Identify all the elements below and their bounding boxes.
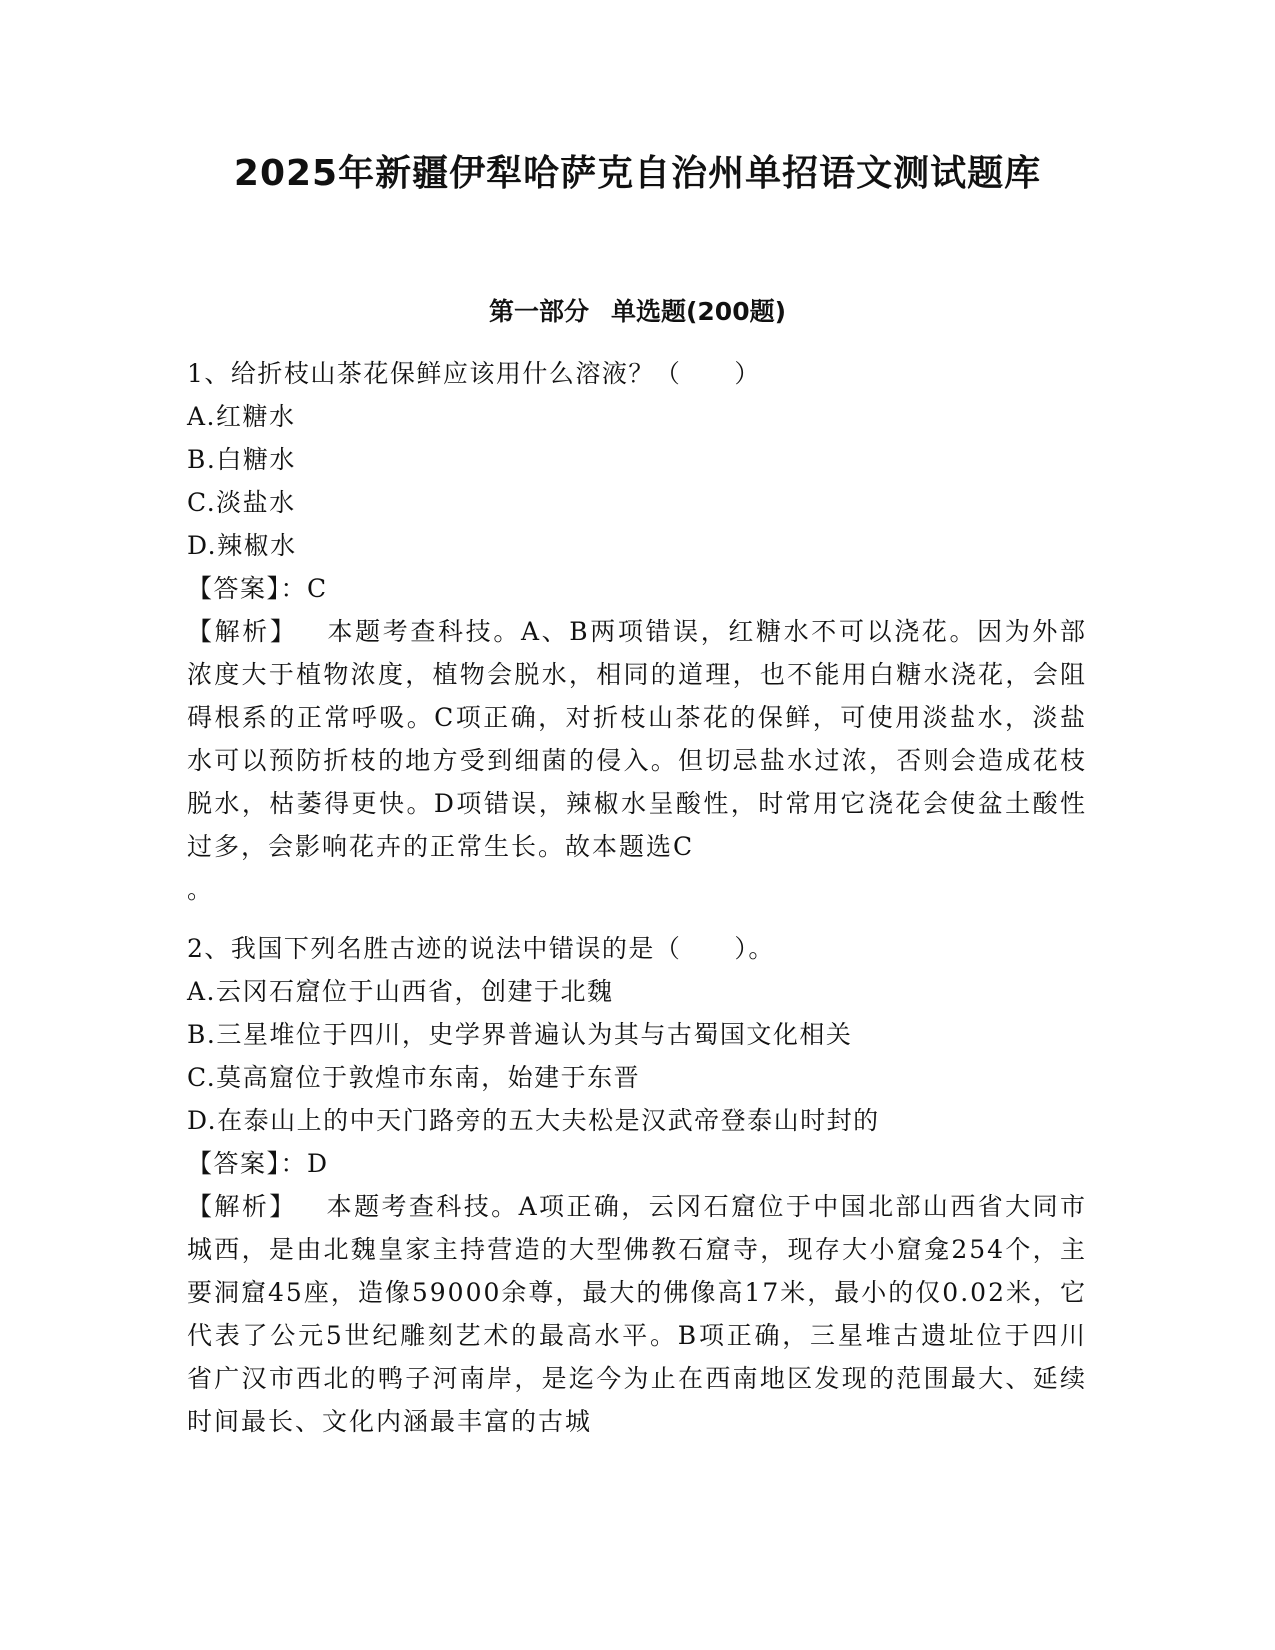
option-d: D.辣椒水 <box>187 531 297 560</box>
option-c: C.莫高窟位于敦煌市东南，始建于东晋 <box>187 1063 641 1092</box>
option-a: A.云冈石窟位于山西省，创建于北魏 <box>187 977 614 1006</box>
section-name: 单选题(200题) <box>610 297 787 326</box>
question-1 <box>187 352 1087 911</box>
option-c: C.淡盐水 <box>187 488 296 517</box>
section-title <box>0 292 1275 328</box>
explanation <box>187 610 1087 868</box>
explanation-label: 【解析】 <box>187 1192 297 1221</box>
explanation-label: 【解析】 <box>187 617 298 646</box>
answer-value: C <box>307 574 328 603</box>
answer-line <box>187 567 1087 610</box>
answer-line <box>187 1142 1087 1185</box>
answer-label: 【答案】： <box>187 574 308 603</box>
section-part: 第一部分 <box>488 297 589 326</box>
option-b: B.三星堆位于四川，史学界普遍认为其与古蜀国文化相关 <box>187 1020 853 1049</box>
option-d: D.在泰山上的中天门路旁的五大夫松是汉武帝登泰山时封的 <box>187 1106 880 1135</box>
question-2 <box>187 927 1087 1443</box>
question-stem: 2、我国下列名胜古迹的说法中错误的是（ ）。 <box>187 934 775 963</box>
document-title: 2025年新疆伊犁哈萨克自治州单招语文测试题库 <box>233 153 1042 194</box>
explanation-text: 本题考查科技。A、B两项错误，红糖水不可以浇花。因为外部浓度大于植物浓度，植物会脱水，相同的道理，也不能用白糖水浇花，会阻碍根系的正常呼吸。C项正确，对折枝山茶花的保鲜，可使用淡盐水，淡盐水可以预防折枝的地方受到细菌的侵入。但切忌盐水过浓，否则会造成花枝脱水，枯萎得更快。D项错误，辣椒水呈酸性，时常用它浇花会使盆土酸性过多，会影响花卉的正常生长。故本题选C <box>187 617 1087 861</box>
explanation <box>187 1185 1087 1443</box>
answer-value: D <box>307 1149 329 1178</box>
option-b: B.白糖水 <box>187 445 296 474</box>
option-a: A.红糖水 <box>187 402 296 431</box>
question-list <box>187 352 1087 1443</box>
explanation-text: 本题考查科技。A项正确，云冈石窟位于中国北部山西省大同市城西，是由北魏皇家主持营造的大型佛教石窟寺，现存大小窟龛254个，主要洞窟45座，造像59000余尊，最大的佛像高17米，最小的仅0.02米，它代表了公元5世纪雕刻艺术的最高水平。B项正确，三星堆古遗址位于四川省广汉市西北的鸭子河南岸，是迄今为止在西南地区发现的范围最大、延续时间最长、文化内涵最丰富的古城 <box>187 1192 1087 1436</box>
question-stem: 1、给折枝山茶花保鲜应该用什么溶液？（ ） <box>187 359 761 388</box>
explanation-tail: 。 <box>187 875 214 904</box>
answer-label: 【答案】： <box>187 1149 308 1178</box>
